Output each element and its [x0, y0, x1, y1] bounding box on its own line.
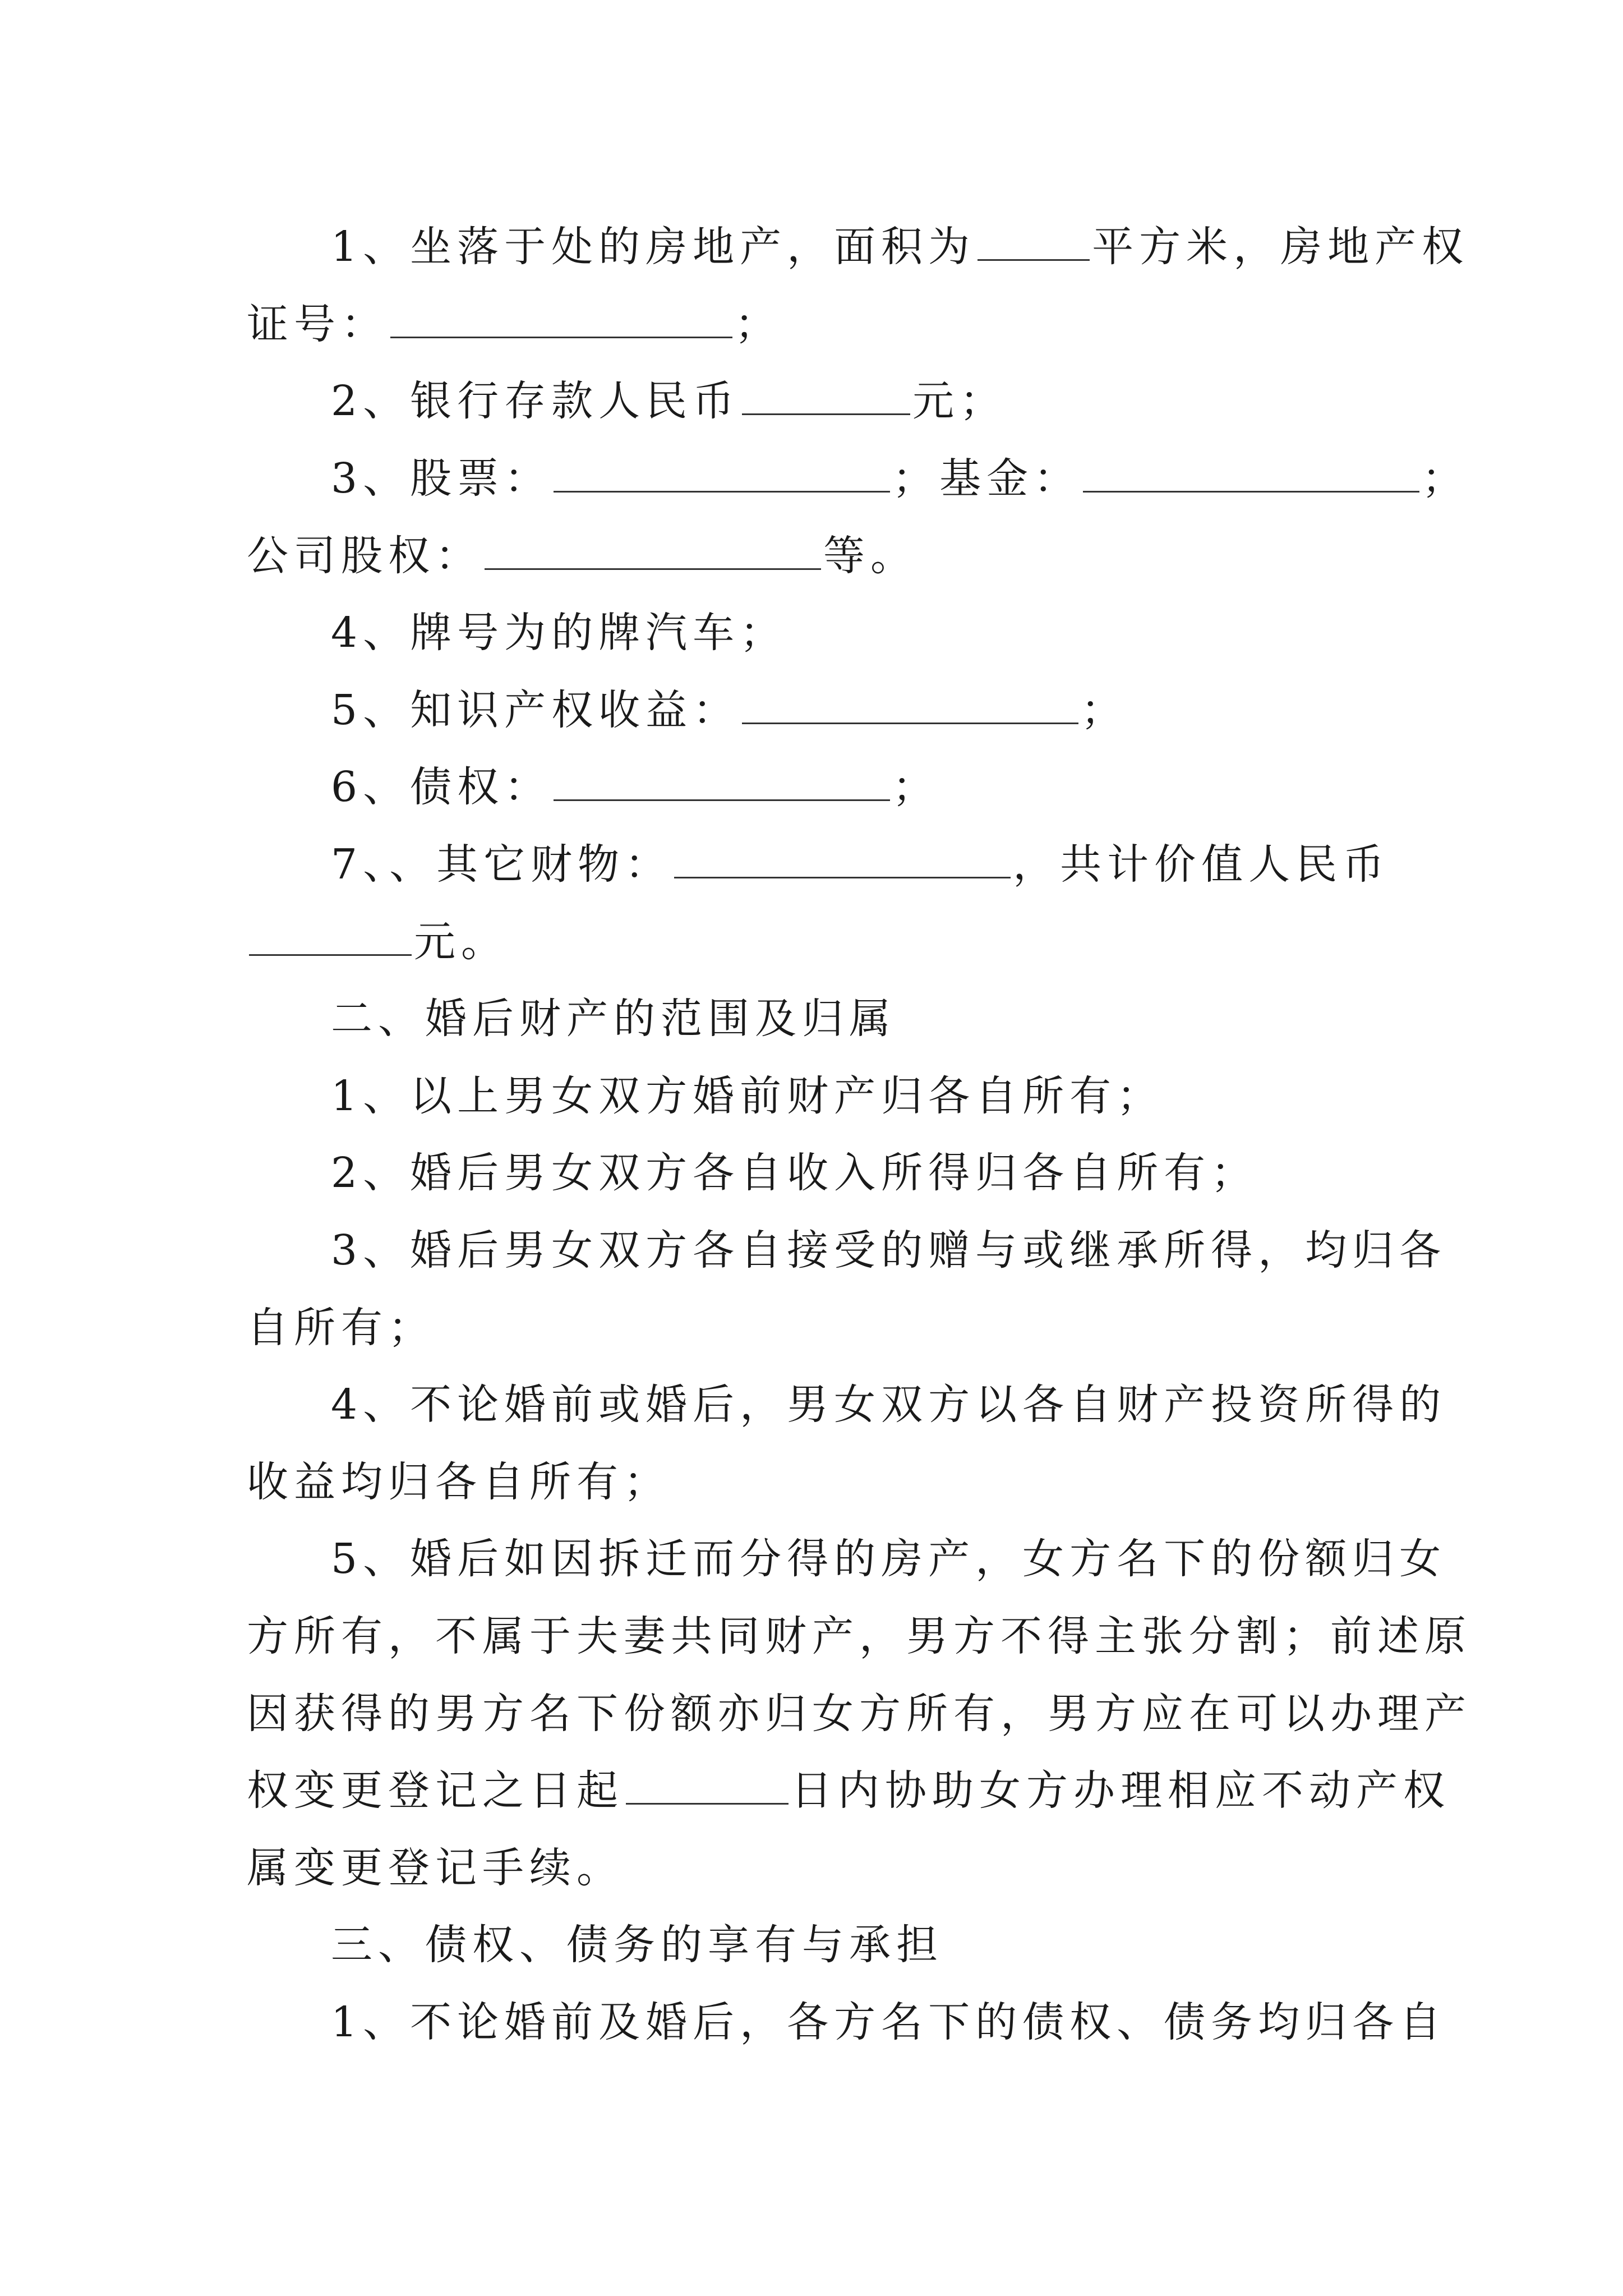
- text-segment: 3、婚后男女双方各自接受的赠与或继承所得，均归各: [331, 1226, 1447, 1274]
- paragraph-line: [247, 1674, 1472, 1753]
- blank-field: [249, 921, 412, 956]
- section-heading: [247, 979, 1380, 1058]
- blank-field: [390, 303, 732, 338]
- text-segment: 4、牌号为的牌汽车；: [331, 609, 787, 657]
- blank-field: [626, 1769, 789, 1805]
- text-segment: ；基金：: [892, 454, 1081, 503]
- text-segment: 日内协助女方办理相应不动产权: [791, 1766, 1450, 1815]
- blank-field: [674, 843, 1011, 878]
- text-segment: 二、婚后财产的范围及归属: [331, 995, 896, 1043]
- paragraph-line: [247, 1289, 1380, 1367]
- paragraph-line: [247, 208, 1469, 286]
- text-segment: 平方米，房地产权: [1092, 223, 1469, 271]
- text-segment: 因获得的男方名下份额亦归女方所有，男方应在可以办理产: [247, 1690, 1472, 1738]
- text-segment: 2、银行存款人民币: [331, 377, 740, 425]
- paragraph-line: [247, 439, 1469, 518]
- paragraph-line: [247, 517, 1380, 595]
- text-segment: 收益均归各自所有；: [247, 1458, 671, 1506]
- text-segment: 4、不论婚前或婚后，男女双方以各自财产投资所得的: [331, 1381, 1447, 1429]
- paragraph-line: [247, 1597, 1472, 1676]
- blank-field: [978, 226, 1090, 261]
- text-segment: 2、婚后男女双方各自收入所得归各自所有；: [331, 1149, 1258, 1197]
- paragraph-line: [247, 1751, 1450, 1830]
- text-segment: 三、债权、债务的享有与承担: [331, 1921, 943, 1969]
- text-segment: 元；: [912, 377, 1007, 425]
- text-segment: 自所有；: [247, 1304, 435, 1352]
- paragraph-line: [247, 825, 1390, 904]
- paragraph-line: [247, 285, 1380, 364]
- text-segment: 7、、其它财物：: [331, 840, 672, 889]
- text-segment: 等。: [823, 532, 917, 580]
- paragraph-line: [247, 1983, 1447, 2062]
- text-segment: ；: [892, 763, 940, 811]
- text-segment: 3、股票：: [331, 454, 552, 503]
- text-segment: 5、知识产权收益：: [331, 686, 740, 734]
- text-segment: 方所有，不属于夫妻共同财产，男方不得主张分割；前述原: [247, 1612, 1472, 1660]
- text-segment: ；: [1081, 686, 1128, 734]
- text-segment: ；: [1422, 454, 1469, 503]
- paragraph-line: [247, 1365, 1447, 1444]
- blank-field: [742, 689, 1078, 724]
- paragraph-line: [247, 748, 1380, 826]
- paragraph-line: [247, 1134, 1380, 1212]
- paragraph-line: [247, 1443, 1380, 1521]
- blank-field: [485, 535, 821, 570]
- blank-field: [742, 380, 910, 415]
- text-segment: ；: [735, 300, 782, 348]
- section-heading: [247, 1906, 1380, 1984]
- paragraph-line: [247, 1211, 1447, 1290]
- paragraph-line: [247, 1829, 1380, 1907]
- text-segment: 1、以上男女双方婚前财产归各自所有；: [331, 1072, 1164, 1120]
- text-segment: 元。: [414, 918, 508, 966]
- text-segment: 1、坐落于处的房地产，面积为: [331, 223, 976, 271]
- paragraph-line: [247, 903, 1380, 981]
- paragraph-line: [247, 671, 1380, 749]
- text-segment: 证号：: [247, 300, 388, 348]
- text-segment: 属变更登记手续。: [247, 1844, 624, 1892]
- paragraph-line: [247, 593, 1380, 672]
- blank-field: [554, 766, 890, 801]
- blank-field: [554, 457, 890, 493]
- text-segment: 1、不论婚前及婚后，各方名下的债权、债务均归各自: [331, 1998, 1447, 2046]
- text-segment: 权变更登记之日起: [247, 1766, 624, 1815]
- text-segment: 公司股权：: [247, 532, 482, 580]
- paragraph-line: [247, 362, 1380, 440]
- paragraph-line: [247, 1520, 1447, 1598]
- paragraph-line: [247, 1057, 1380, 1135]
- text-segment: 6、债权：: [331, 763, 552, 811]
- text-segment: 5、婚后如因拆迁而分得的房产，女方名下的份额归女: [331, 1535, 1447, 1583]
- text-segment: ，共计价值人民币: [1013, 840, 1390, 889]
- blank-field: [1083, 457, 1419, 493]
